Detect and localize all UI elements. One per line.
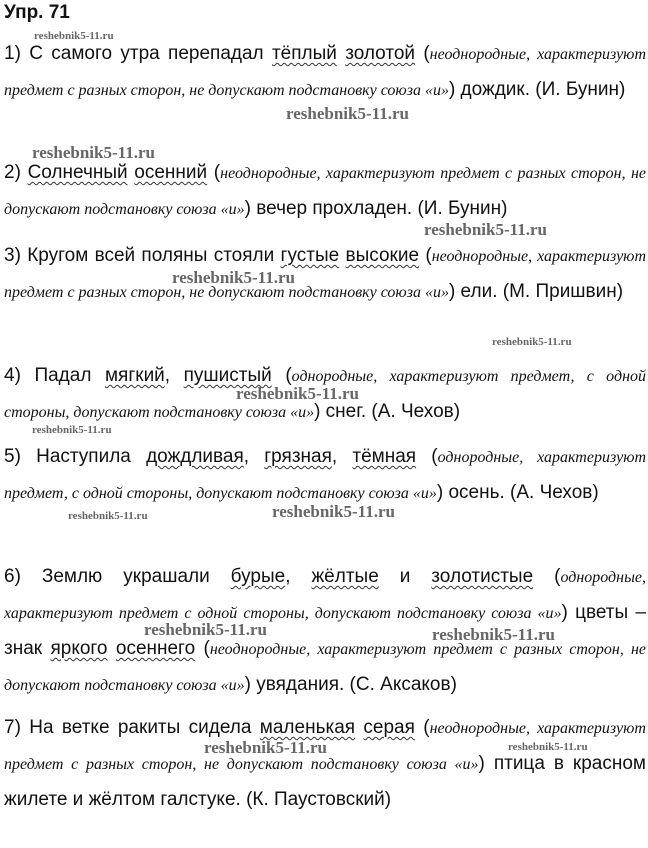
s1-text-a: 1) С самого утра перепадал bbox=[4, 43, 272, 64]
s7-text-c: ( bbox=[414, 717, 430, 738]
watermark: reshebnik5-11.ru bbox=[424, 220, 547, 239]
s3-adj-1: густые bbox=[280, 245, 340, 266]
watermark: reshebnik5-11.ru bbox=[172, 268, 295, 287]
s2-adj-2: осенний bbox=[134, 162, 208, 183]
s4-text-a: 4) Падал bbox=[4, 365, 105, 386]
watermark: reshebnik5-11.ru bbox=[508, 741, 588, 753]
s7-adj-1: маленькая bbox=[259, 717, 356, 738]
s3-note: неоднородные, характеризуют предмет с разных сторон, не допускают подстановку союза «и» bbox=[4, 248, 647, 301]
watermark: reshebnik5-11.ru bbox=[492, 336, 572, 348]
s3-text-c: ( bbox=[419, 245, 432, 266]
s2-adj-1: Солнечный bbox=[27, 162, 128, 183]
watermark: reshebnik5-11.ru bbox=[34, 30, 114, 42]
s2-text-d: ) вечер прохладен. (И. Бунин) bbox=[244, 198, 508, 219]
watermark: reshebnik5-11.ru bbox=[432, 625, 555, 644]
watermark: reshebnik5-11.ru bbox=[236, 384, 359, 403]
s6-adj-1: бурые bbox=[230, 566, 286, 587]
s2-note: неоднородные, характеризуют предмет с разных сторон, не допускают подстановку союза «и» bbox=[4, 165, 647, 218]
s2-text-c: ( bbox=[207, 162, 221, 183]
sentence-2 bbox=[4, 155, 646, 227]
s6-text-c: и bbox=[378, 566, 432, 587]
s6-text-h: ) увядания. (С. Аксаков) bbox=[244, 674, 457, 695]
s6-text-d: ( bbox=[533, 566, 561, 587]
s4-text-d: ) снег. (А. Чехов) bbox=[314, 401, 461, 422]
exercise-title: Упр. 71 bbox=[4, 2, 70, 23]
sentence-1 bbox=[4, 36, 646, 108]
s6-note-2: неоднородные, характеризуют предмет с разных сторон, не допускают подстановку союза «и» bbox=[4, 641, 646, 694]
s7-text-d: ) птица в красном жилете и жёлтом галстуке. (К. Паустовский) bbox=[4, 753, 646, 810]
s1-text-b bbox=[337, 43, 345, 64]
s6-text-b: , bbox=[285, 566, 312, 587]
s3-text-a: 3) Кругом всей поляны стояли bbox=[4, 245, 281, 266]
watermark: reshebnik5-11.ru bbox=[286, 104, 409, 123]
s3-adj-2: высокие bbox=[345, 245, 420, 266]
sentence-4 bbox=[4, 358, 646, 430]
watermark: reshebnik5-11.ru bbox=[68, 510, 148, 522]
s4-note: однородные, характеризуют предмет, с одной стороны, допускают подстановку союза «и» bbox=[4, 368, 646, 421]
s6-adj-2: жёлтые bbox=[311, 566, 379, 587]
s6-text-a: 6) Землю украшали bbox=[4, 566, 231, 587]
s6-text-g: ( bbox=[195, 638, 210, 659]
watermark: reshebnik5-11.ru bbox=[144, 620, 267, 639]
watermark: reshebnik5-11.ru bbox=[32, 424, 112, 436]
s5-text-b: , bbox=[243, 446, 265, 467]
s4-adj-1: мягкий bbox=[104, 365, 165, 386]
sentence-3 bbox=[4, 238, 646, 310]
s6-text-f bbox=[108, 638, 116, 659]
s7-note: неоднородные, характеризуют предмет с разных сторон, не допускают подстановку союза «и» bbox=[4, 720, 646, 773]
s6-note-1: однородные, характеризуют предмет с одной стороны, допускают подстановку союза «и» bbox=[4, 569, 647, 622]
s5-adj-3: тёмная bbox=[352, 446, 417, 467]
s1-adj-2: золотой bbox=[345, 43, 415, 64]
s6-text-e: ) цветы – знак bbox=[4, 602, 647, 659]
s5-text-e: ) осень. (А. Чехов) bbox=[436, 482, 599, 503]
s5-text-a: 5) Наступила bbox=[4, 446, 147, 467]
s5-adj-1: дождливая bbox=[146, 446, 244, 467]
s4-adj-2: пушистый bbox=[183, 365, 272, 386]
s4-text-b: , bbox=[164, 365, 184, 386]
s5-text-d: ( bbox=[416, 446, 438, 467]
sentence-6 bbox=[4, 559, 646, 703]
s5-note: однородные, характеризуют предмет, с одной стороны, допускают подстановку союза «и» bbox=[4, 449, 647, 502]
watermark: reshebnik5-11.ru bbox=[32, 143, 155, 162]
s5-adj-2: грязная bbox=[264, 446, 332, 467]
s6-adj-4: яркого bbox=[50, 638, 108, 659]
s7-adj-2: серая bbox=[363, 717, 415, 738]
s6-adj-5: осеннего bbox=[115, 638, 196, 659]
s1-text-c: ( bbox=[415, 43, 430, 64]
s1-note: неоднородные, характеризуют предмет с разных сторон, не допускают подстановку союза «и» bbox=[4, 46, 647, 99]
watermark: reshebnik5-11.ru bbox=[272, 502, 395, 521]
s6-adj-3: золотистые bbox=[431, 566, 534, 587]
sentence-5 bbox=[4, 439, 646, 511]
s5-text-c: , bbox=[331, 446, 353, 467]
s3-text-d: ) ели. (М. Пришвин) bbox=[448, 281, 624, 302]
sentence-7 bbox=[4, 710, 646, 817]
s1-adj-1: тёплый bbox=[271, 43, 337, 64]
s2-text-a: 2) bbox=[4, 162, 28, 183]
s4-text-c: ( bbox=[271, 365, 292, 386]
s1-text-d: ) дождик. (И. Бунин) bbox=[448, 79, 626, 100]
watermark: reshebnik5-11.ru bbox=[204, 738, 327, 757]
s7-text-a: 7) На ветке ракиты сидела bbox=[4, 717, 260, 738]
